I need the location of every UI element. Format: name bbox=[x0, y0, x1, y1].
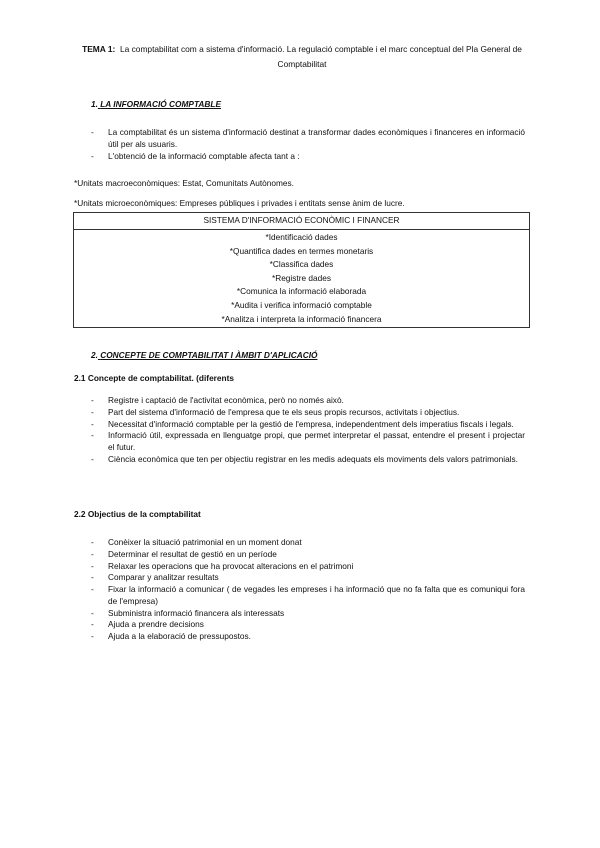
section-1-title: LA INFORMACIÓ COMPTABLE bbox=[100, 99, 221, 109]
list-item: - Registre i captació de l'activitat econòmica, però no només això. bbox=[91, 395, 344, 405]
title-label: TEMA 1: bbox=[82, 44, 116, 54]
section-1-number: 1. bbox=[91, 99, 98, 109]
table-row: *Analitza i interpreta la informació financera bbox=[221, 313, 382, 324]
list-item: - La comptabilitat és un sistema d'informació destinat a transformar dades econòmiques i financeres en informació útil per als usuaris. bbox=[91, 127, 525, 149]
note-macro-units: *Unitats macroeconòmiques: Estat, Comunitats Autònomes. bbox=[74, 178, 294, 188]
list-item: - Ajuda a prendre decisions bbox=[91, 619, 204, 630]
list-item: - Determinar el resultat de gestió en un període bbox=[91, 548, 277, 559]
list-item: - Subministra informació financera als interessats bbox=[91, 607, 285, 618]
subsection-2-1-heading: 2.1 Concepte de comptabilitat. (diferents bbox=[74, 373, 234, 383]
list-item: - Conèixer la situació patrimonial en un moment donat bbox=[91, 537, 302, 547]
list-item: - Ajuda a la elaboració de pressupostos. bbox=[91, 631, 251, 642]
list-item: - Fixar la informació a comunicar ( de vegades les empreses i ha informació que no fa falta que es comuniqui fora de l'empresa) bbox=[91, 584, 525, 606]
table-row: *Audita i verifica informació comptable bbox=[231, 299, 372, 310]
table-row: *Identificació dades bbox=[265, 232, 338, 242]
subsection-2-2-bullets bbox=[91, 537, 525, 643]
table-row: *Comunica la informació elaborada bbox=[236, 286, 367, 297]
section-2-title: CONCEPTE DE COMPTABILITAT I ÀMBIT D'APLICACIÓ bbox=[100, 350, 318, 360]
note-micro-units: *Unitats microeconòmiques: Empreses públiques i privades i entitats sense ànim de lucre. bbox=[74, 198, 405, 208]
table-row: *Quantifica dades en termes monetaris bbox=[229, 245, 374, 256]
list-item: - L'obtenció de la informació comptable afecta tant a : bbox=[91, 150, 300, 161]
list-item: - Necessitat d'informació comptable per la gestió de l'empresa, independentment dels imperatius fiscals i legals. bbox=[91, 418, 514, 429]
document-title bbox=[74, 42, 530, 72]
subsection-2-2-heading: 2.2 Objectius de la comptabilitat bbox=[74, 509, 201, 519]
list-item: - Relaxar les operacions que ha provocat alteracions en el patrimoni bbox=[91, 560, 354, 571]
table-body bbox=[74, 230, 530, 328]
list-item: - Part del sistema d'informació de l'empresa que te els seus propis recursos, activitats i objectius. bbox=[91, 406, 460, 417]
list-item: - Ciència econòmica que ten per objectiu registrar en les medis adequats els moviments dels valors patrimonials. bbox=[91, 453, 518, 464]
subsection-2-1-bullets bbox=[91, 395, 525, 466]
table-header: SISTEMA D'INFORMACIÓ ECONÒMIC I FINANCER bbox=[74, 213, 530, 230]
section-2-number: 2. bbox=[91, 350, 98, 360]
title-text: La comptabilitat com a sistema d'informació. La regulació comptable i el marc conceptual del Pla General de Comptabilitat bbox=[119, 44, 522, 69]
section-1-bullets bbox=[91, 127, 525, 162]
table-row: *Classifica dades bbox=[269, 259, 334, 270]
list-item: - Comparar y analitzar resultats bbox=[91, 572, 219, 583]
section-2-heading bbox=[91, 350, 317, 362]
information-system-table bbox=[73, 212, 530, 328]
table-row: *Registre dades bbox=[271, 272, 332, 283]
section-1-heading bbox=[91, 99, 221, 111]
list-item: - Informació útil, expressada en llenguatge propi, que permet interpretar el passat, entendre el present i projectar el futur. bbox=[91, 430, 525, 453]
